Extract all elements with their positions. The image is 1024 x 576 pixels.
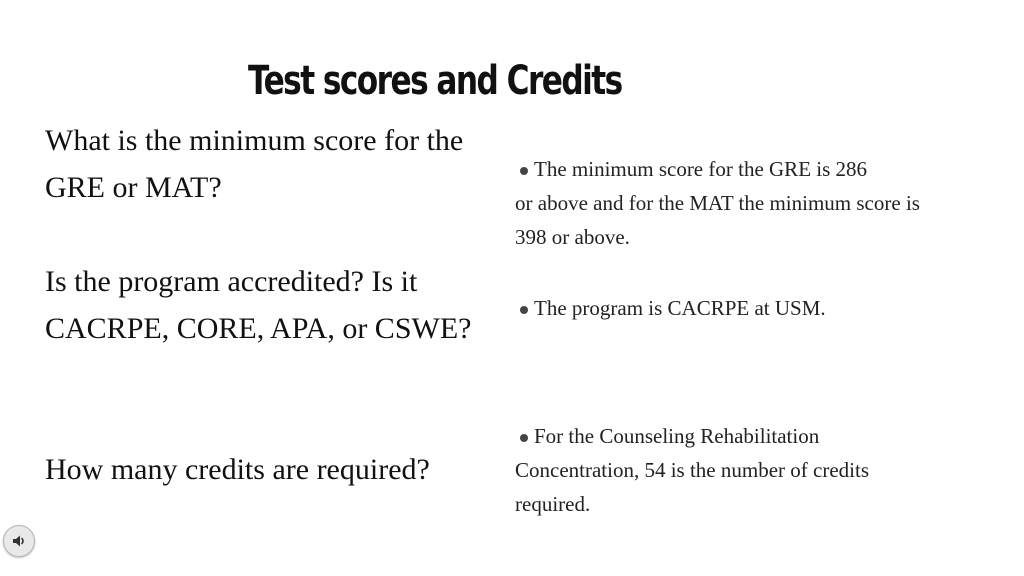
- answer-text-start: For the Counseling Rehabilitation: [534, 424, 820, 448]
- bullet-icon: [520, 434, 528, 442]
- answer-first-line: [515, 152, 935, 186]
- question-credits: How many credits are required?: [45, 453, 430, 486]
- answer-credits: [515, 419, 935, 521]
- answer-first-line: [515, 291, 935, 325]
- answer-text-start: The minimum score for the GRE is 286: [534, 157, 868, 181]
- bullet-icon: [520, 306, 528, 314]
- answer-first-line: [515, 419, 935, 453]
- answer-text-start: The program is CACRPE at USM.: [534, 296, 826, 320]
- speaker-icon: [11, 533, 27, 549]
- question-accreditation: Is the program accredited? Is it CACRPE, CORE, APA, or CSWE?: [45, 265, 472, 345]
- slide-title: Test scores and Credits: [248, 58, 622, 104]
- answer-accreditation: [515, 291, 935, 325]
- answer-text-rest: or above and for the MAT the minimum score is 398 or above.: [515, 191, 920, 249]
- question-min-score: What is the minimum score for the GRE or MAT?: [45, 124, 464, 204]
- answer-min-score: [515, 152, 935, 254]
- bullet-icon: [520, 167, 528, 175]
- answer-text-rest: Concentration, 54 is the number of credits required.: [515, 458, 869, 516]
- audio-button[interactable]: [3, 525, 35, 557]
